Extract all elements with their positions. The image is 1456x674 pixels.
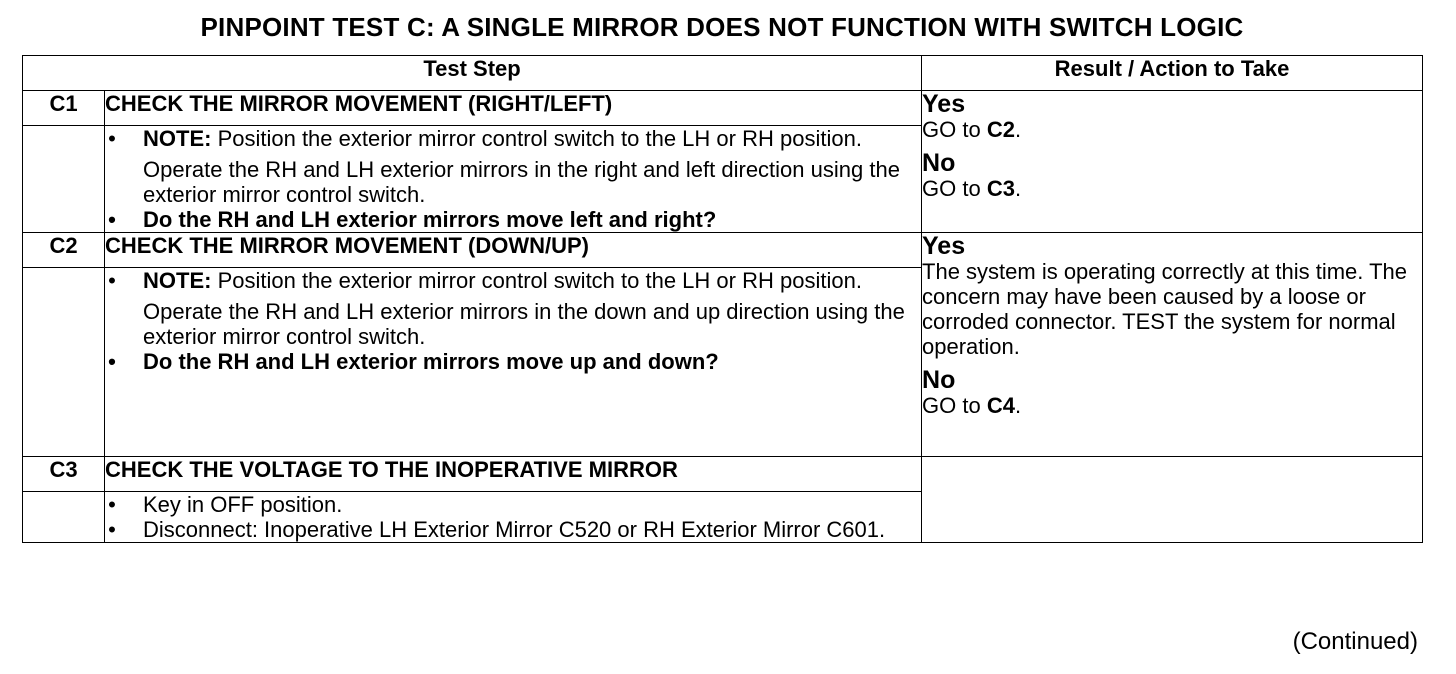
operate-text: Operate the RH and LH exterior mirrors in the down and up direction using the exterior mirror control switch. bbox=[143, 299, 905, 349]
goto-link[interactable]: C2 bbox=[986, 117, 1015, 142]
step-c1-result bbox=[922, 91, 1423, 233]
step-id: C2 bbox=[23, 233, 105, 268]
step-c1-title-row bbox=[23, 91, 1423, 126]
step-c3-result bbox=[922, 457, 1423, 543]
test-step-header: Test Step bbox=[23, 56, 922, 91]
blank-id-cell bbox=[23, 126, 105, 233]
continued-label: (Continued) bbox=[1292, 628, 1418, 655]
blank-id-cell bbox=[23, 268, 105, 457]
operate-text: Operate the RH and LH exterior mirrors in the right and left direction using the exterior mirror control switch. bbox=[143, 157, 900, 207]
list-item: • Disconnect: Inoperative LH Exterior Mirror C520 or RH Exterior Mirror C601. bbox=[108, 517, 886, 542]
no-label: No bbox=[922, 149, 956, 177]
step-c3-title-row bbox=[23, 457, 1423, 492]
step-title: CHECK THE MIRROR MOVEMENT (RIGHT/LEFT) bbox=[105, 91, 922, 126]
table-header-row bbox=[23, 56, 1423, 91]
step-title: CHECK THE VOLTAGE TO THE INOPERATIVE MIRROR bbox=[105, 457, 922, 492]
step-c2-result bbox=[922, 233, 1423, 457]
question-item: • Do the RH and LH exterior mirrors move up and down? bbox=[108, 349, 719, 374]
page-title: PINPOINT TEST C: A SINGLE MIRROR DOES NOT FUNCTION WITH SWITCH LOGIC bbox=[200, 12, 1244, 42]
note-item: • NOTE: Position the exterior mirror control switch to the LH or RH position. bbox=[108, 268, 862, 293]
pinpoint-test-table bbox=[22, 55, 1423, 543]
no-label: No bbox=[922, 366, 956, 394]
result-header: Result / Action to Take bbox=[922, 56, 1423, 91]
step-body bbox=[105, 126, 922, 233]
question-item: • Do the RH and LH exterior mirrors move left and right? bbox=[108, 207, 717, 232]
no-action: GO to C4. bbox=[922, 393, 1022, 418]
yes-label: Yes bbox=[922, 90, 966, 118]
step-id: C1 bbox=[23, 91, 105, 126]
yes-action: GO to C2. bbox=[922, 117, 1022, 142]
step-body bbox=[105, 492, 922, 543]
no-action: GO to C3. bbox=[922, 176, 1022, 201]
yes-label: Yes bbox=[922, 232, 966, 260]
step-c2-title-row bbox=[23, 233, 1423, 268]
goto-link[interactable]: C3 bbox=[986, 176, 1015, 201]
goto-link[interactable]: C4 bbox=[986, 393, 1015, 418]
list-item: • Key in OFF position. bbox=[108, 492, 343, 517]
step-title: CHECK THE MIRROR MOVEMENT (DOWN/UP) bbox=[105, 233, 922, 268]
blank-id-cell bbox=[23, 492, 105, 543]
yes-action: The system is operating correctly at this time. The concern may have been caused by a loose or corroded connector. TEST the system for normal operation. bbox=[922, 259, 1408, 359]
note-item: • NOTE: Position the exterior mirror control switch to the LH or RH position. bbox=[108, 126, 862, 151]
step-id: C3 bbox=[23, 457, 105, 492]
step-body bbox=[105, 268, 922, 457]
